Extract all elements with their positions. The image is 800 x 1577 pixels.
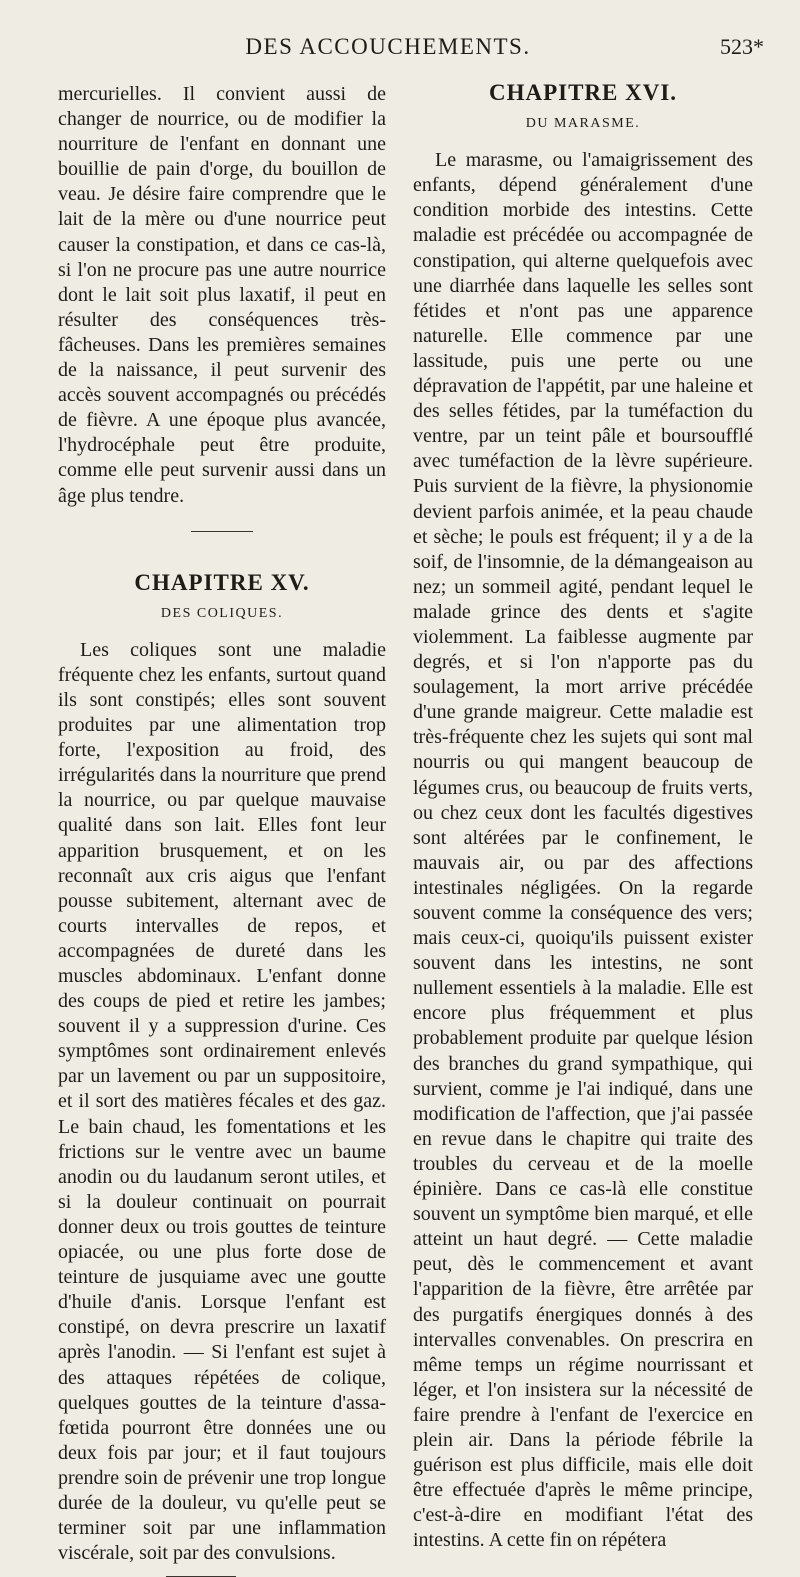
chapter-16-subtitle: DU MARASME.: [525, 116, 641, 132]
left-paragraph-continued: mercurielles. Il convient aussi de changer de nourrice, ou de modifier la nourriture de l'enfant en donnant une bouillie de pain d'orge, du bouillon de veau. Je désire faire comprendre que le lait de la mère ou d'une nourrice peut causer la constipation, et dans ce cas-là, si l'on ne procure pas une autre nourrice dont le lait soit plus laxatif, il peut en résulter des conséquences très-fâcheuses. Dans les premières semaines de la naissance, il peut survenir des accès souvent accompagnés ou précédés de fièvre. A une époque plus avancée, l'hydrocéphale peut être produite, comme elle peut survenir aussi dans un âge plus tendre.: [58, 83, 386, 507]
marasme-paragraph: Le marasme, ou l'amaigrissement des enfants, dépend généralement d'une condition morbide des intestins. Cette maladie est précédée ou accompagnée de constipation, qui alterne quelquefois avec une diarrhée dans laquelle les selles sont fétides et n'ont pas une apparence naturelle. Elle commence par une lassitude, puis une perte ou une dépravation de l'appétit, par une haleine et des selles fétides, par la tuméfaction du ventre, par un teint pâle et boursoufflé avec tuméfaction de la lèvre supérieure. Puis survient de la fièvre, la physionomie devient parfois animée, et la peau chaude et sèche; le pouls est fréquent; il y a de la soif, de l'insomnie, de la démangeaison au nez; un sommeil agité, pendant lequel le malade grince des dents et s'agite violemment. La faiblesse augmente par degrés, et si l'on n'apporte pas du soulagement, la mort arrive précédée d'une grande maigreur. Cette maladie est très-fréquente chez les sujets qui sont mal nourris ou qui mangent beaucoup de légumes crus, ou beaucoup de fruits verts, ou chez ceux dont les facultés digestives sont altérées par le confinement, le mauvais air, ou par des affections intestinales négligées. On la regarde souvent comme la conséquence des vers; mais ceux-ci, quoiqu'ils puissent exister souvent dans les intestins, ne sont nullement essentiels à la maladie. Elle est encore plus fréquemment et plus probablement produite par quelque lésion des branches du grand sympathique, qui survient, comme je l'ai indiqué, dans une modification de l'affection, que j'ai passée en revue dans le chapitre qui traite des troubles du cerveau et de la moelle épinière. Dans ce cas-là elle constitue souvent un symptôme bien marqué, et elle atteint un haut degré. — Cette maladie peut, dès le commencement et avant l'apparition de la fièvre, être arrêtée par des purgatifs énergiques donnés à des intervalles convenables. On prescrira en même temps un régime nourrissant et léger, et l'on insistera sur la nécessité de faire prendre à l'enfant de l'exercice en plein air. Dans la période fébrile la guérison est plus difficile, mais elle doit être effectuée d'après le même principe, c'est-à-dire en modifiant l'état des intestins. A cette fin on répétera: [413, 149, 753, 1552]
chapter-15-title: CHAPITRE XV.: [134, 569, 310, 595]
running-title: DES ACCOUCHEMENTS.: [245, 34, 531, 59]
left-column: [58, 82, 386, 1577]
right-column: [413, 80, 753, 1553]
coliques-paragraph: Les coliques sont une maladie fréquente chez les enfants, surtout quand ils sont constipés; elles sont souvent produites par une alimentation trop forte, l'exposition au froid, des irrégularités dans la nourriture que prend la nourrice, ou par quelque mauvaise qualité dans son lait. Elles font leur apparition brusquement, et on les reconnaît aux cris aigus que l'enfant pousse subitement, alternant avec de courts intervalles de repos, et accompagnées de dureté dans les muscles abdominaux. L'enfant donne des coups de pied et retire les jambes; souvent il y a suppression d'urine. Ces symptômes sont ordinairement enlevés par un lavement ou par un suppositoire, et il sort des matières fécales et des gaz. Le bain chaud, les fomentations et les frictions sur le ventre avec un baume anodin ou du laudanum seront utiles, et si la douleur continuait on pourrait donner deux ou trois gouttes de teinture opiacée, ou une plus forte dose de teinture de jusquiame avec une goutte d'huile d'anis. Lorsque l'enfant est constipé, on devra prescrire un laxatif après l'anodin. — Si l'enfant est sujet à des attaques répétées de colique, quelques gouttes de la teinture d'assa-fœtida pourront être données une ou deux fois par jour; et il faut toujours prendre soin de prévenir une trop longue durée de la douleur, vu qu'elle peut se terminer soit par une inflammation viscérale, soit par des convulsions.: [58, 638, 386, 1565]
chapter-16-title: CHAPITRE XVI.: [488, 80, 678, 105]
running-head: [0, 34, 800, 64]
section-divider: [191, 531, 253, 532]
page-number: 523*: [720, 34, 764, 59]
chapter-15-subtitle: DES COLIQUES.: [160, 605, 284, 621]
